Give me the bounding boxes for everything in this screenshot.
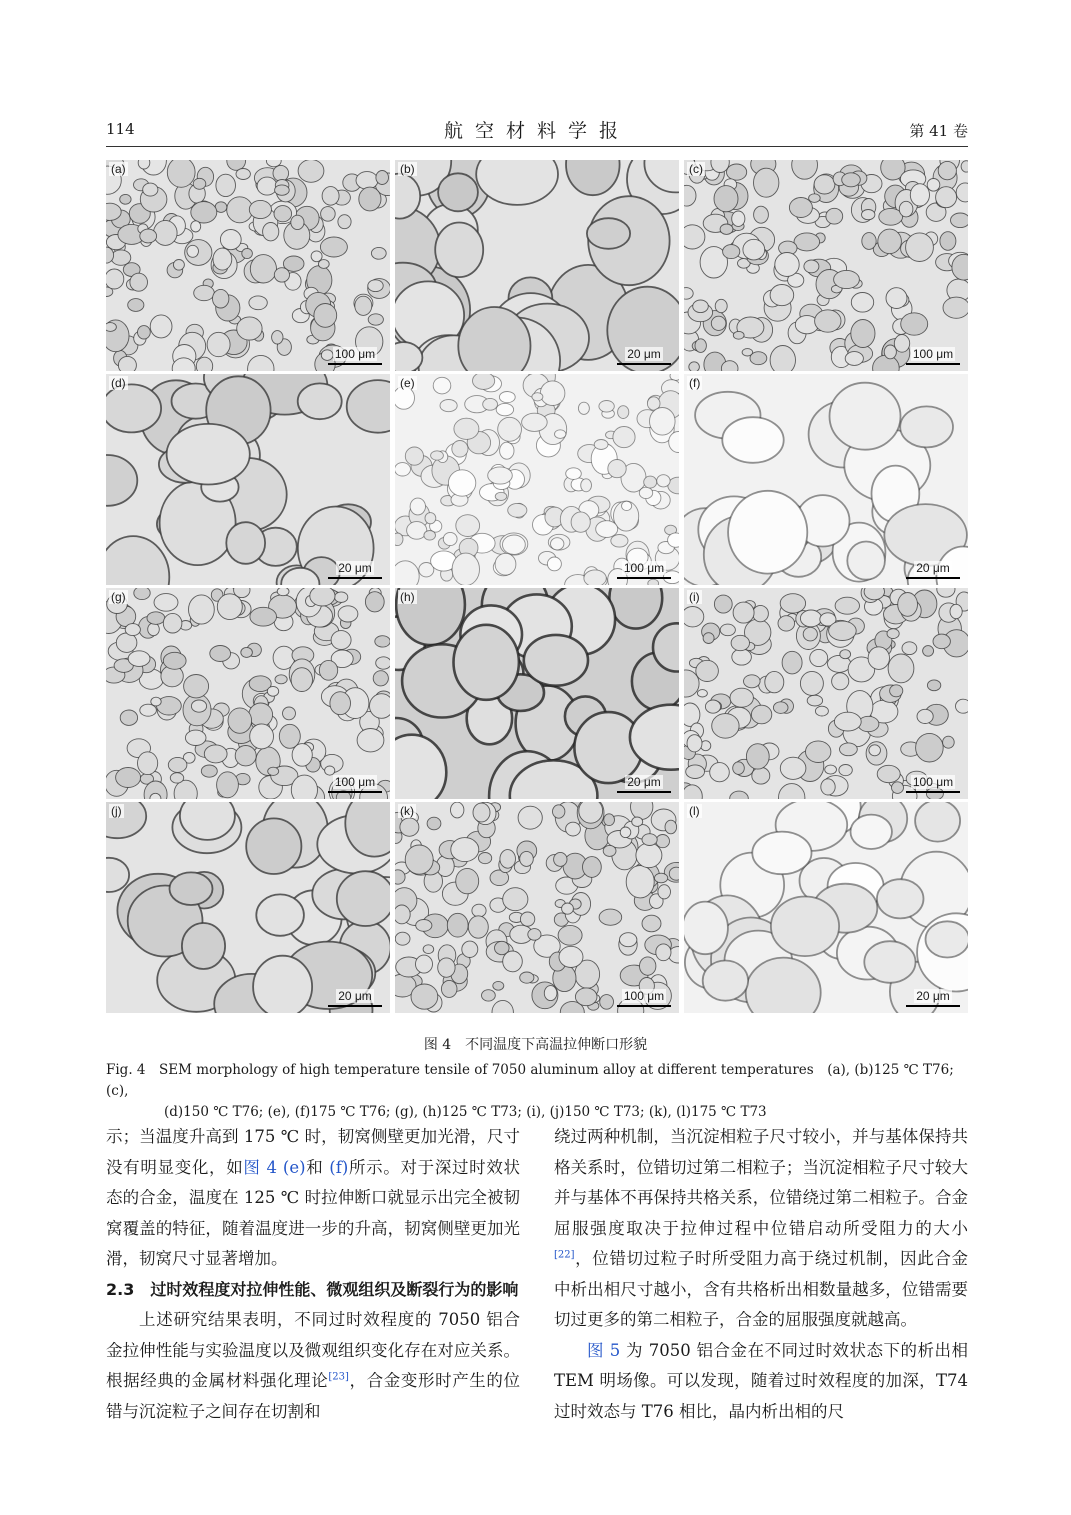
scale-bar-label: 20 μm xyxy=(627,775,661,789)
right-paragraph-2: 图 5 为 7050 铝合金在不同过时效状态下的析出相 TEM 明场像。可以发现，随着过时效程度的加深，T74 过时效态与 T76 相比，晶内析出相的尺 xyxy=(554,1340,968,1421)
scale-bar-label: 100 μm xyxy=(334,775,376,789)
sem-texture xyxy=(106,374,390,585)
sem-texture xyxy=(106,160,390,371)
scale-bar-label: 20 μm xyxy=(916,561,950,575)
scale-bar-line xyxy=(617,363,671,365)
scale-bar xyxy=(617,343,671,365)
page-number: 114 xyxy=(106,120,135,138)
panel-label: (e) xyxy=(400,376,415,390)
sem-panel xyxy=(395,160,679,371)
sem-texture xyxy=(395,160,679,371)
sem-panel xyxy=(684,802,968,1013)
scale-bar-label: 20 μm xyxy=(627,347,661,361)
left-paragraph-1: 示；当温度升高到 175 ℃ 时，韧窝侧壁更加光滑，尺寸没有明显变化，如图 4 (e)和 (f)所示。对于深过时效状态的合金，温度在 125 ℃ 时拉伸断口就显示出完全被韧窝覆盖的特征，随着温度进一步的升高，韧窝侧壁更加光滑，韧窝尺寸显著增加。 xyxy=(106,1127,520,1268)
sem-panel xyxy=(106,160,390,371)
sem-texture xyxy=(106,588,390,799)
sem-panel xyxy=(395,374,679,585)
sem-texture xyxy=(684,802,968,1013)
panel-label: (a) xyxy=(111,162,126,176)
right-column xyxy=(554,1122,968,1427)
scale-bar-line xyxy=(617,791,671,793)
running-header xyxy=(106,116,968,144)
scale-bar xyxy=(906,343,960,365)
fig4f-link[interactable]: (f) xyxy=(329,1157,349,1177)
sem-panel xyxy=(684,374,968,585)
section-heading-2-3: 2.3 过时效程度对拉伸性能、微观组织及断裂行为的影响 xyxy=(106,1279,519,1299)
panel-label: (g) xyxy=(111,590,126,604)
scale-bar xyxy=(617,985,671,1007)
ref-23-link[interactable]: [23] xyxy=(328,1371,349,1383)
scale-bar xyxy=(328,985,382,1007)
sem-panel xyxy=(684,160,968,371)
scale-bar-line xyxy=(906,1005,960,1007)
ref-22-link[interactable]: [22] xyxy=(554,1249,575,1261)
panel-label: (d) xyxy=(111,376,126,390)
scale-bar-line xyxy=(328,363,382,365)
scale-bar xyxy=(906,985,960,1007)
panel-label: (l) xyxy=(689,804,700,818)
scale-bar-label: 20 μm xyxy=(338,561,372,575)
panel-label: (k) xyxy=(400,804,414,818)
scale-bar-label: 100 μm xyxy=(912,347,954,361)
fig5-link[interactable]: 图 5 xyxy=(587,1340,621,1360)
caption-en-line1: Fig. 4 SEM morphology of high temperature tensile of 7050 aluminum alloy at different temperatures (a), (b)125 ℃ T76; (c), xyxy=(106,1062,954,1099)
figure-caption-en xyxy=(106,1060,971,1123)
panel-label: (f) xyxy=(689,376,701,390)
scale-bar-label: 20 μm xyxy=(338,989,372,1003)
scale-bar xyxy=(906,557,960,579)
sem-texture xyxy=(395,802,679,1013)
scale-bar-line xyxy=(906,577,960,579)
fig4e-link[interactable]: 图 4 (e) xyxy=(243,1157,306,1177)
left-paragraph-2: 上述研究结果表明，不同过时效程度的 7050 铝合金拉伸性能与实验温度以及微观组织变化存在对应关系。根据经典的金属材料强化理论[23]，合金变形时产生的位错与沉淀粒子之间存在切割和 xyxy=(106,1310,521,1421)
scale-bar-label: 100 μm xyxy=(623,989,665,1003)
panel-label: (j) xyxy=(111,804,122,818)
sem-panel xyxy=(395,802,679,1013)
scale-bar-line xyxy=(328,577,382,579)
journal-title: 航空材料学报 xyxy=(443,120,630,142)
left-column xyxy=(106,1122,520,1427)
panel-label: (b) xyxy=(400,162,415,176)
right-paragraph-1: 绕过两种机制，当沉淀相粒子尺寸较小，并与基体保持共格关系时，位错切过第二相粒子；当沉淀相粒子尺寸较大并与基体不再保持共格关系，位错绕过第二相粒子。合金屈服强度取决于拉伸过程中位错启动所受阻力的大小[22]，位错切过粒子时所受阻力高于绕过机制，因此合金中析出相尺寸越小，含有共格析出相数量越多，位错需要切过更多的第二相粒子，合金的屈服强度就越高。 xyxy=(554,1127,968,1329)
sem-panel xyxy=(106,802,390,1013)
scale-bar-line xyxy=(617,577,671,579)
sem-panel xyxy=(106,374,390,585)
panel-label: (i) xyxy=(689,590,700,604)
scale-bar-label: 100 μm xyxy=(623,561,665,575)
panel-label: (h) xyxy=(400,590,415,604)
scale-bar-line xyxy=(328,791,382,793)
sem-texture xyxy=(684,588,968,799)
scale-bar-line xyxy=(617,1005,671,1007)
sem-panel xyxy=(684,588,968,799)
scale-bar xyxy=(617,771,671,793)
scale-bar xyxy=(328,343,382,365)
sem-texture xyxy=(395,588,679,799)
scale-bar-line xyxy=(906,363,960,365)
sem-panel xyxy=(106,588,390,799)
panel-label: (c) xyxy=(689,162,703,176)
header-rule xyxy=(106,146,968,147)
scale-bar xyxy=(328,557,382,579)
sem-texture xyxy=(684,374,968,585)
scale-bar xyxy=(906,771,960,793)
sem-texture xyxy=(106,802,390,1013)
sem-panel xyxy=(395,588,679,799)
sem-texture xyxy=(684,160,968,371)
volume-label: 第 41 卷 xyxy=(909,122,968,140)
scale-bar-line xyxy=(328,1005,382,1007)
caption-en-line2: (d)150 ℃ T76; (e), (f)175 ℃ T76; (g), (h)125 ℃ T73; (i), (j)150 ℃ T73; (k), (l)175 ℃ T73 xyxy=(164,1104,767,1120)
scale-bar xyxy=(328,771,382,793)
figure-4-grid xyxy=(106,160,968,1014)
scale-bar-label: 20 μm xyxy=(916,989,950,1003)
scale-bar-label: 100 μm xyxy=(334,347,376,361)
figure-caption-cn: 图 4 不同温度下高温拉伸断口形貌 xyxy=(423,1037,648,1053)
scale-bar-label: 100 μm xyxy=(912,775,954,789)
sem-texture xyxy=(395,374,679,585)
scale-bar-line xyxy=(906,791,960,793)
scale-bar xyxy=(617,557,671,579)
